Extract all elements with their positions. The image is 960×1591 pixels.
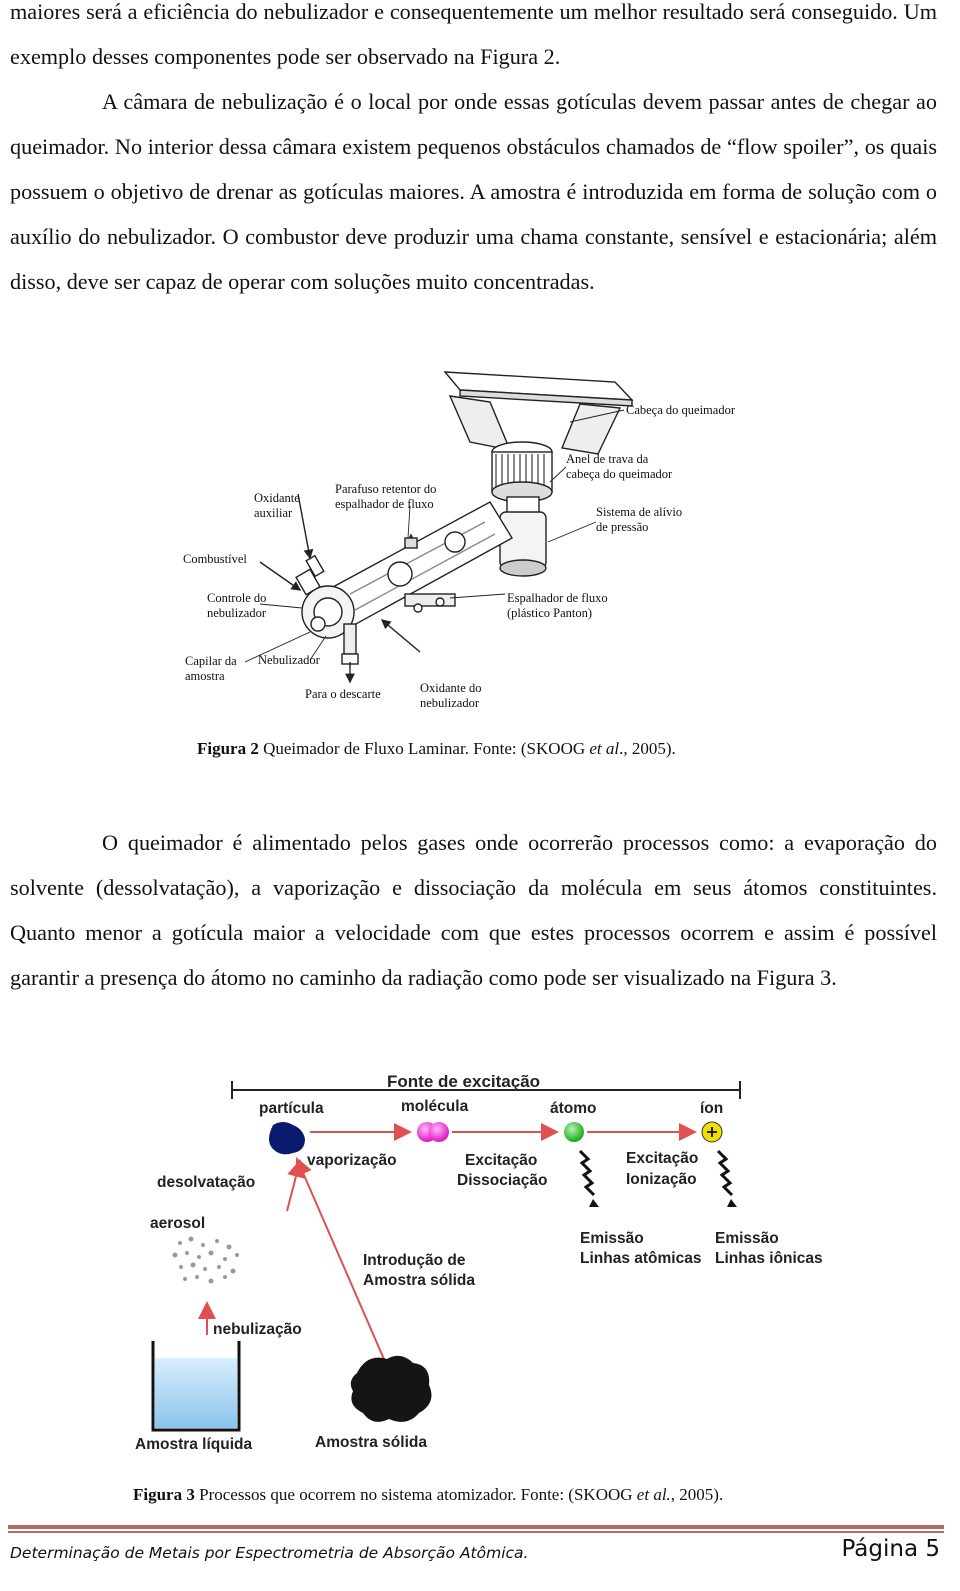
label-controle-2: nebulizador — [207, 606, 267, 620]
label-atomo: átomo — [550, 1100, 597, 1117]
ion-icon — [702, 1122, 722, 1142]
label-exc-diss-2: Dissociação — [457, 1172, 548, 1189]
label-combustivel: Combustível — [183, 552, 247, 566]
paragraph-intro: maiores será a eficiência do nebulizador e consequentemente um melhor resultado será conseguido. Um exemplo desses componentes pode ser observado na Figura 2. — [10, 0, 937, 69]
label-introducao-2: Amostra sólida — [363, 1272, 475, 1289]
label-oxneb-1: Oxidante do — [420, 681, 482, 695]
aerosol-droplets — [173, 1237, 240, 1284]
particle-blob — [269, 1122, 305, 1154]
label-capilar-1: Capilar da — [185, 654, 237, 668]
footer-rule-thin — [8, 1531, 944, 1533]
paragraph-camara: A câmara de nebulização é o local por onde essas gotículas devem passar antes de chegar ao queimador. No interior dessa câmara existem pequenos obstáculos chamados de “flow spoiler”, os quais possuem o objetivo de drenar as gotículas maiores. A amostra é introduzida em forma de solução com o auxílio do nebulizador. O combustor deve produzir uma chama constante, sensível e estacionária; além disso, deve ser capaz de operar com soluções muito concentradas. — [10, 89, 937, 294]
label-controle-1: Controle do — [207, 591, 267, 605]
label-capilar-2: amostra — [185, 669, 225, 683]
footer-title: Determinação de Metais por Espectrometria de Absorção Atômica. — [10, 1544, 529, 1562]
nebulizer-assembly — [296, 556, 358, 664]
label-descarte: Para o descarte — [305, 687, 381, 701]
figure-3-atomizer-diagram — [125, 1063, 845, 1463]
label-parafuso-1: Parafuso retentor do — [335, 482, 437, 496]
figure-2-caption: Figura 2 Queimador de Fluxo Laminar. Fonte: (SKOOG et al., 2005). — [197, 739, 676, 758]
label-emissao-ion-2: Linhas iônicas — [715, 1250, 823, 1267]
label-oxaux-1: Oxidante — [254, 491, 300, 505]
label-introducao-1: Introdução de — [363, 1252, 466, 1269]
label-cabeca: Cabeça do queimador — [626, 403, 735, 417]
figure-2-burner-diagram — [150, 362, 810, 717]
emission-arrowheads — [589, 1199, 737, 1207]
label-fonte: Fonte de excitação — [387, 1072, 541, 1091]
label-sistema-1: Sistema de alívio — [596, 505, 683, 519]
label-desolvatacao: desolvatação — [157, 1174, 256, 1191]
label-anel-2: cabeça do queimador — [566, 467, 673, 481]
liquid-sample-beaker — [153, 1341, 239, 1430]
footer-rule-thick — [8, 1525, 944, 1529]
molecule-icon — [417, 1122, 449, 1142]
atom-icon — [564, 1122, 584, 1142]
burner-head — [445, 372, 632, 454]
label-espalhador-1: Espalhador de fluxo — [507, 591, 608, 605]
label-oxaux-2: auxiliar — [254, 506, 293, 520]
label-emissao-at-2: Linhas atômicas — [580, 1250, 702, 1267]
label-exc-ion-2: Ionização — [626, 1171, 697, 1188]
label-amostra-solida: Amostra sólida — [315, 1434, 427, 1451]
label-parafuso-2: espalhador de fluxo — [335, 497, 434, 511]
label-particula: partícula — [259, 1100, 324, 1117]
label-anel-1: Anel de trava da — [566, 452, 649, 466]
label-nebulizacao: nebulização — [213, 1321, 302, 1338]
label-oxneb-2: nebulizador — [420, 696, 480, 710]
page-number: Página 5 — [841, 1536, 940, 1562]
label-ion: íon — [700, 1100, 724, 1117]
label-nebulizador: Nebulizador — [258, 653, 320, 667]
label-exc-diss-1: Excitação — [465, 1152, 538, 1169]
label-exc-ion-1: Excitação — [626, 1150, 699, 1167]
label-molecula: molécula — [401, 1098, 469, 1115]
label-emissao-ion-1: Emissão — [715, 1230, 779, 1247]
label-aerosol: aerosol — [150, 1215, 206, 1232]
label-amostra-liquida: Amostra líquida — [135, 1436, 253, 1453]
label-emissao-at-1: Emissão — [580, 1230, 644, 1247]
label-sistema-2: de pressão — [596, 520, 649, 534]
burner-neck — [492, 442, 552, 576]
solid-sample-blob — [351, 1356, 432, 1422]
label-vaporizacao: vaporização — [307, 1152, 397, 1169]
paragraph-queimador: O queimador é alimentado pelos gases onde ocorrerão processos como: a evaporação do solvente (dessolvatação), a vaporização e dissociação da molécula em seus átomos constituintes. Quanto menor a gotícula maior a velocidade com que estes processos ocorrem e assim é possível garantir a presença do átomo no caminho da radiação como pode ser visualizado na Figura 3. — [10, 830, 937, 990]
figure-3-caption: Figura 3 Processos que ocorrem no sistema atomizador. Fonte: (SKOOG et al., 2005). — [133, 1485, 724, 1504]
label-espalhador-2: (plástico Panton) — [507, 606, 593, 620]
